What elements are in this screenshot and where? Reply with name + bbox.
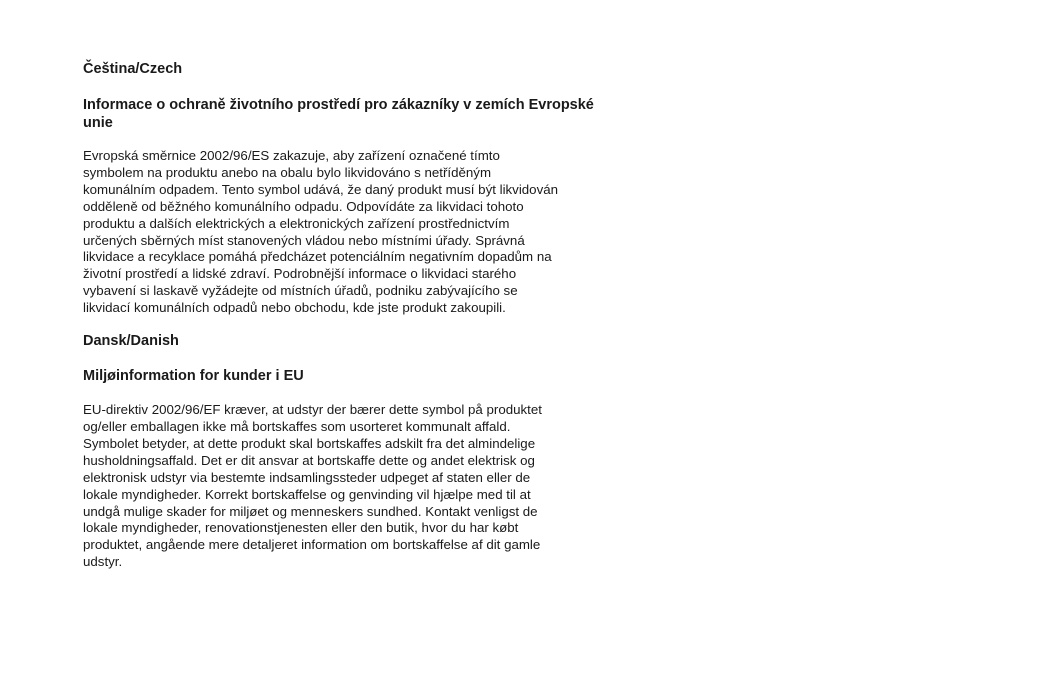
body-text-danish xyxy=(83,402,623,571)
document-page xyxy=(83,60,623,571)
text-line: husholdningsaffald. Det er dit ansvar at bortskaffe dette og andet elektrisk og xyxy=(83,452,535,468)
text-line: lokale myndigheder, renovationstjenesten eller den butik, hvor du har købt xyxy=(83,520,519,536)
language-heading-danish: Dansk/Danish xyxy=(83,333,179,350)
czech-section xyxy=(83,60,623,317)
section-title-danish xyxy=(83,367,623,385)
title-line: Miljøinformation for kunder i EU xyxy=(83,368,304,385)
danish-section xyxy=(83,332,623,571)
text-line: symbolem na produktu anebo na obalu bylo likvidováno s netříděným xyxy=(83,164,492,180)
language-heading-czech: Čeština/Czech xyxy=(83,61,183,77)
text-line: EU-direktiv 2002/96/EF kræver, at udstyr der bærer dette symbol på produktet xyxy=(83,402,542,418)
text-line: og/eller emballagen ikke må bortskaffes som usorteret kommunalt affald. xyxy=(83,418,511,434)
title-line: Informace o ochraně životního prostředí pro zákazníky v zemích Evropské xyxy=(83,97,594,113)
text-line: vybavení si laskavě vyžádejte od místních úřadů, podniku zabývajícího se xyxy=(83,283,518,299)
title-line: unie xyxy=(83,115,113,131)
section-title-czech xyxy=(83,96,623,132)
text-line: undgå mulige skader for miljøet og menneskers sundhed. Kontakt venligst de xyxy=(83,503,538,519)
text-line: životní prostředí a lidské zdraví. Podrobnější informace o likvidaci starého xyxy=(83,266,517,282)
text-line: odděleně od běžného komunálního odpadu. Odpovídáte za likvidaci tohoto xyxy=(83,198,524,214)
text-line: likvidací komunálních odpadů nebo obchodu, kde jste produkt zakoupili. xyxy=(83,300,506,316)
text-line: udstyr. xyxy=(83,554,123,570)
text-line: produktu a dalších elektrických a elektronických zařízení prostřednictvím xyxy=(83,215,510,231)
text-line: Evropská směrnice 2002/96/ES zakazuje, aby zařízení označené tímto xyxy=(83,148,500,163)
text-line: produktet, angående mere detaljeret information om bortskaffelse af dit gamle xyxy=(83,537,541,553)
text-line: určených sběrných míst stanovených vládou nebo místními úřady. Správná xyxy=(83,232,525,248)
text-line: elektronisk udstyr via bestemte indsamlingssteder udpeget af staten eller de xyxy=(83,469,531,485)
text-line: lokale myndigheder. Korrekt bortskaffelse og genvinding vil hjælpe med til at xyxy=(83,486,531,502)
text-line: likvidace a recyklace pomáhá předcházet potenciálním negativním dopadům na xyxy=(83,249,552,265)
body-text-czech xyxy=(83,148,623,317)
text-line: Symbolet betyder, at dette produkt skal bortskaffes adskilt fra det almindelige xyxy=(83,435,536,451)
text-line: komunálním odpadem. Tento symbol udává, že daný produkt musí být likvidován xyxy=(83,181,559,197)
